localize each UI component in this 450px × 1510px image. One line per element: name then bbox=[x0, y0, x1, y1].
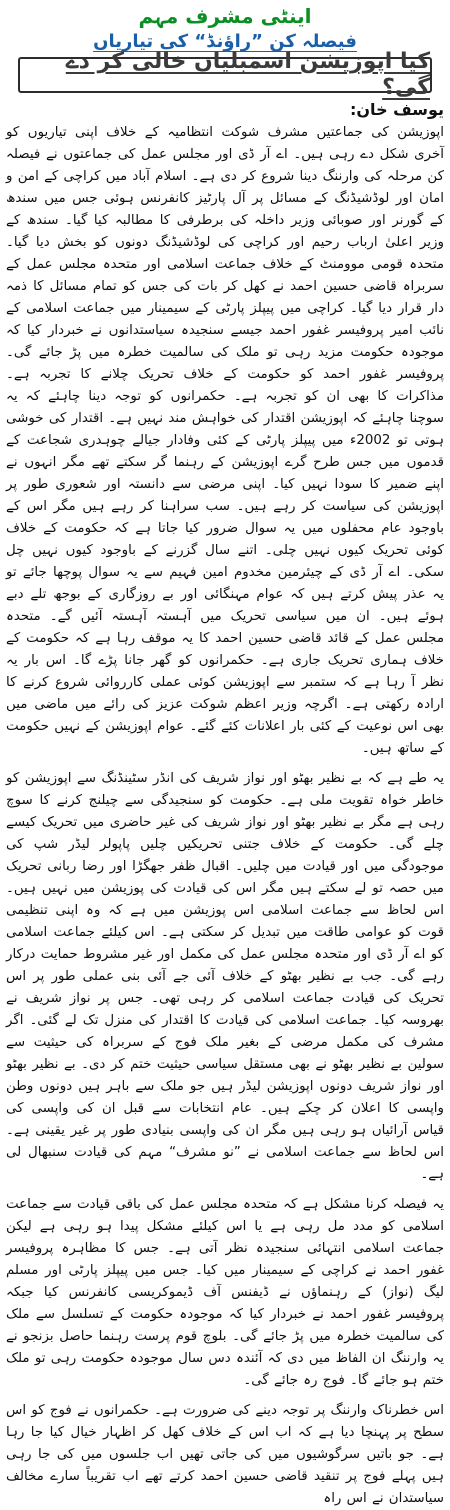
subheadline: فیصلہ کن ”راؤنڈ“ کی تیاریاں bbox=[93, 31, 357, 52]
kicker-title: اینٹی مشرف مہم bbox=[138, 4, 312, 28]
byline: یوسف خان: bbox=[350, 100, 444, 119]
article-paragraph-1: اپوزیشن کی جماعتیں مشرف شوکت انتظامیہ کے خلاف اپنی تیاریوں کو آخری شکل دے رہی ہیں۔ اے آر ڈی اور مجلس عمل کی جماعتوں نے فیصلہ کن مرحلہ کی وارننگ دینا شروع کر دی ہے۔ اسلام آباد میں کراچی کے امن و امان اور لوڈشیڈنگ کے مسائل پر آل پارٹیز کانفرنس ہوئی جس میں سندھ کے گورنر اور صوبائی وزیر داخلہ کی برطرفی کا مطالبہ کیا گیا۔ سندھ کے وزیر اعلیٰ ارباب رحیم اور کراچی کی لوڈشیڈنگ دونوں کو بخش دیا گیا۔ متحدہ قومی موومنٹ کے خلاف جماعت اسلامی اور متحدہ مجلس عمل کے سربراہ قاضی حسین احمد نے کھل کر بات کی جس کو تمام مسائل کا ذمہ دار قرار دیا گیا۔ کراچی میں پیپلز پارٹی کے سیمینار میں جماعت اسلامی کے نائب امیر پروفیسر غفور احمد جیسے سنجیدہ سیاستدانوں نے خبردار کیا کہ موجودہ حکومت مزید رہی تو ملک کی سالمیت خطرہ میں پڑ جائے گی۔ پروفیسر غفور احمد کو حکومت کے خلاف تحریک چلانے کا تجربہ ہے۔ مذاکرات کا بھی ان کو تجربہ ہے۔ حکمرانوں کو توجہ دینا چاہئے کہ یہ سوچنا چاہئے کہ اپوزیشن اقتدار کی خواہش مند نہیں ہے۔ اقتدار کی خوشی ہوتی تو 2002ء میں پیپلز پارٹی کے کئی وفادار جیالے چوہدری شجاعت کے قدموں میں جس طرح گرے اپوزیشن کے رہنما گر سکتے تھے مگر انہوں نے اپنے ضمیر کا سودا نہیں کیا۔ اپنی مرضی سے دانستہ اور شعوری طور پر اپوزیشن کی سیاست کر رہے ہیں۔ سب سراہنا کر رہے ہیں مگر اس کے باوجود عام محفلوں میں یہ سوال ضرور کیا جاتا ہے کہ حکومت کے خلاف کوئی تحریک کیوں نہیں چلی۔ اتنے سال گزرنے کے باوجود کیوں نہیں چل سکی۔ اے آر ڈی کے چیئرمین مخدوم امین فہیم سے یہ سوال پوچھا جائے تو یہ عذر پیش کرتے ہیں کہ عوام مہنگائی اور بے روزگاری کے بوجھ تلے دبے ہوئے ہیں۔ ان میں سیاسی تحریک میں آہستہ آہستہ آئیں گے۔ متحدہ مجلس عمل کے قائد قاضی حسین احمد کا یہ موقف رہا ہے کہ حکومت کے خلاف ہماری تحریک جاری ہے۔ حکمرانوں کو گھر جانا پڑے گا۔ اس بار یہ نظر آ رہا ہے کہ ستمبر سے اپوزیشن کوئی عملی کارروائی شروع کرنے کا ارادہ رکھتی ہے۔ اگرچہ وزیر اعظم شوکت عزیز کی رائے میں ماضی میں بھی اس نوعیت کے کئی بار اعلانات کئے گئے۔ عوام اپوزیشن کے نہیں حکومت کے ساتھ ہیں۔ bbox=[6, 125, 444, 756]
article-paragraph-2: یہ طے ہے کہ بے نظیر بھٹو اور نواز شریف کی انڈر سٹینڈنگ سے اپوزیشن کو خاطر خواہ تقویت ملی ہے۔ حکومت کو سنجیدگی سے چیلنج کرنے کا سوچ رہی ہے مگر بے نظیر بھٹو اور نواز شریف کی غیر حاضری میں تحریک کیسے چلے گی۔ حکومت کے خلاف جتنی تحریکیں چلیں پاپولر لیڈر شپ کی موجودگی میں اور قیادت میں چلیں۔ اقبال ظفر جھگڑا اور رضا ربانی تحریک میں حصہ تو لے سکتے ہیں مگر اس کی قیادت کی پوزیشن میں نہیں ہیں۔ اس لحاظ سے جماعت اسلامی اس پوزیشن میں ہے کہ وہ اپنی تنظیمی قوت کو عوامی طاقت میں تبدیل کر سکتی ہے۔ اس کیلئے جماعت اسلامی کو اے آر ڈی اور متحدہ مجلس عمل کی مکمل اور غیر مشروط حمایت درکار رہے گی۔ جب بے نظیر بھٹو کے خلاف آئی جے آئی بنی عملی طور پر اس تحریک کی قیادت جماعت اسلامی کر رہی تھی۔ جس پر نواز شریف نے بھروسہ کیا۔ جماعت اسلامی کی قیادت کا اقتدار کی منزل تک لے گئی۔ اگر مشرف کی مکمل مرضی کے بغیر ملک فوج کے سربراہ کی حیثیت سے سولین بے نظیر بھٹو نے بھی مستقل سیاسی حیثیت ختم کر دی۔ بے نظیر بھٹو اور نواز شریف دونوں اپوزیشن لیڈر ہیں جو ملک سے باہر ہیں دونوں وطن واپسی کا اعلان کر چکے ہیں۔ عام انتخابات سے قبل ان کی واپسی کی قیاس آرائیاں ہو رہی ہیں مگر ان کی واپسی بنیادی طور پر غیر یقینی ہے۔ اس لحاظ سے جماعت اسلامی نے ”نو مشرف“ مہم کی قیادت سنبھال لی ہے۔ bbox=[6, 771, 444, 1182]
headline-box bbox=[18, 49, 432, 100]
article-paragraph-4: اس خطرناک وارننگ پر توجہ دینے کی ضرورت ہے۔ حکمرانوں نے فوج کو اس سطح پر پہنچا دیا ہے کہ اب اس کے خلاف کھل کر اظہار خیال کیا جا رہا ہے۔ جو باتیں سرگوشیوں میں کی جاتی تھیں اب جلسوں میں کی جا رہی ہیں پہلے فوج پر تنقید قاضی حسین احمد کرتے تھے اب تقریباً سارے مخالف سیاستدان نے اس راہ bbox=[6, 1403, 444, 1506]
article-body bbox=[6, 122, 444, 1506]
article-paragraph-3: یہ فیصلہ کرنا مشکل ہے کہ متحدہ مجلس عمل کی باقی قیادت سے جماعت اسلامی کو مدد مل رہی ہے یا اس کیلئے مشکل پیدا ہو رہی ہے لیکن جماعت اسلامی انتہائی سنجیدہ نظر آتی ہے۔ جس کا مظاہرہ پروفیسر غفور احمد نے کراچی کے سیمینار میں کیا۔ جس میں پیپلز پارٹی اور مسلم لیگ (نواز) کے رہنماؤں نے ڈیفنس آف ڈیموکریسی کانفرنس کیا جبکہ پروفیسر غفور احمد نے خبردار کیا کہ موجودہ حکومت کے تسلسل سے ملک کی سالمیت خطرہ میں پڑ جائے گی۔ بلوچ قوم پرست رہنما حاصل بزنجو نے یہ وارننگ ان الفاظ میں دی کہ آئندہ دس سال موجودہ حکومت رہی تو ملک ختم ہو جائے گا۔ فوج رہ جائے گی۔ bbox=[6, 1197, 444, 1388]
headline: کیا اپوزیشن اسمبلیاں خالی کر دے گی؟ bbox=[65, 49, 430, 100]
